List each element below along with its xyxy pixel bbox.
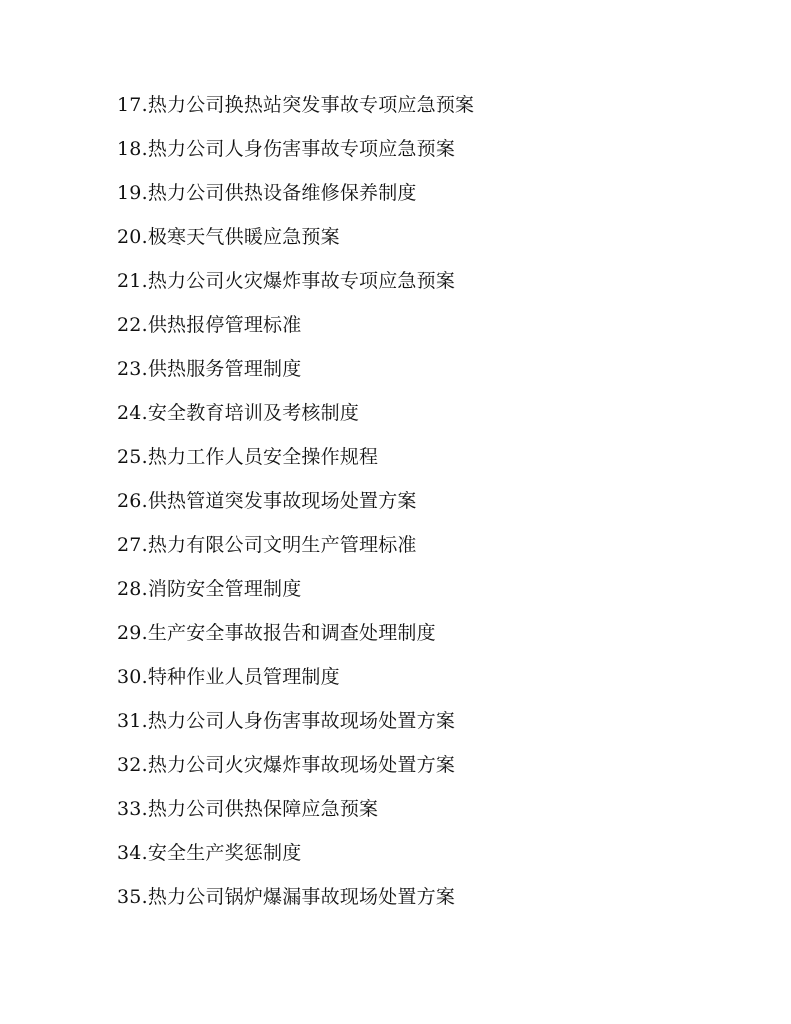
document-item-list bbox=[117, 92, 757, 928]
list-item: 30.特种作业人员管理制度 bbox=[117, 666, 340, 688]
list-item: 33.热力公司供热保障应急预案 bbox=[117, 798, 379, 820]
list-item: 25.热力工作人员安全操作规程 bbox=[117, 446, 379, 468]
list-item: 32.热力公司火灾爆炸事故现场处置方案 bbox=[117, 754, 456, 776]
list-item: 24.安全教育培训及考核制度 bbox=[117, 402, 360, 424]
list-item: 28.消防安全管理制度 bbox=[117, 578, 302, 600]
list-item: 31.热力公司人身伤害事故现场处置方案 bbox=[117, 710, 456, 732]
list-item: 20.极寒天气供暖应急预案 bbox=[117, 226, 340, 248]
list-item: 27.热力有限公司文明生产管理标准 bbox=[117, 534, 417, 556]
list-item: 19.热力公司供热设备维修保养制度 bbox=[117, 182, 417, 204]
list-item: 18.热力公司人身伤害事故专项应急预案 bbox=[117, 138, 456, 160]
list-item: 26.供热管道突发事故现场处置方案 bbox=[117, 490, 417, 512]
list-item: 17.热力公司换热站突发事故专项应急预案 bbox=[117, 94, 475, 116]
list-item: 29.生产安全事故报告和调查处理制度 bbox=[117, 622, 436, 644]
list-item: 34.安全生产奖惩制度 bbox=[117, 842, 302, 864]
list-item: 22.供热报停管理标准 bbox=[117, 314, 302, 336]
list-item: 23.供热服务管理制度 bbox=[117, 358, 302, 380]
list-item: 21.热力公司火灾爆炸事故专项应急预案 bbox=[117, 270, 456, 292]
list-item: 35.热力公司锅炉爆漏事故现场处置方案 bbox=[117, 886, 456, 908]
